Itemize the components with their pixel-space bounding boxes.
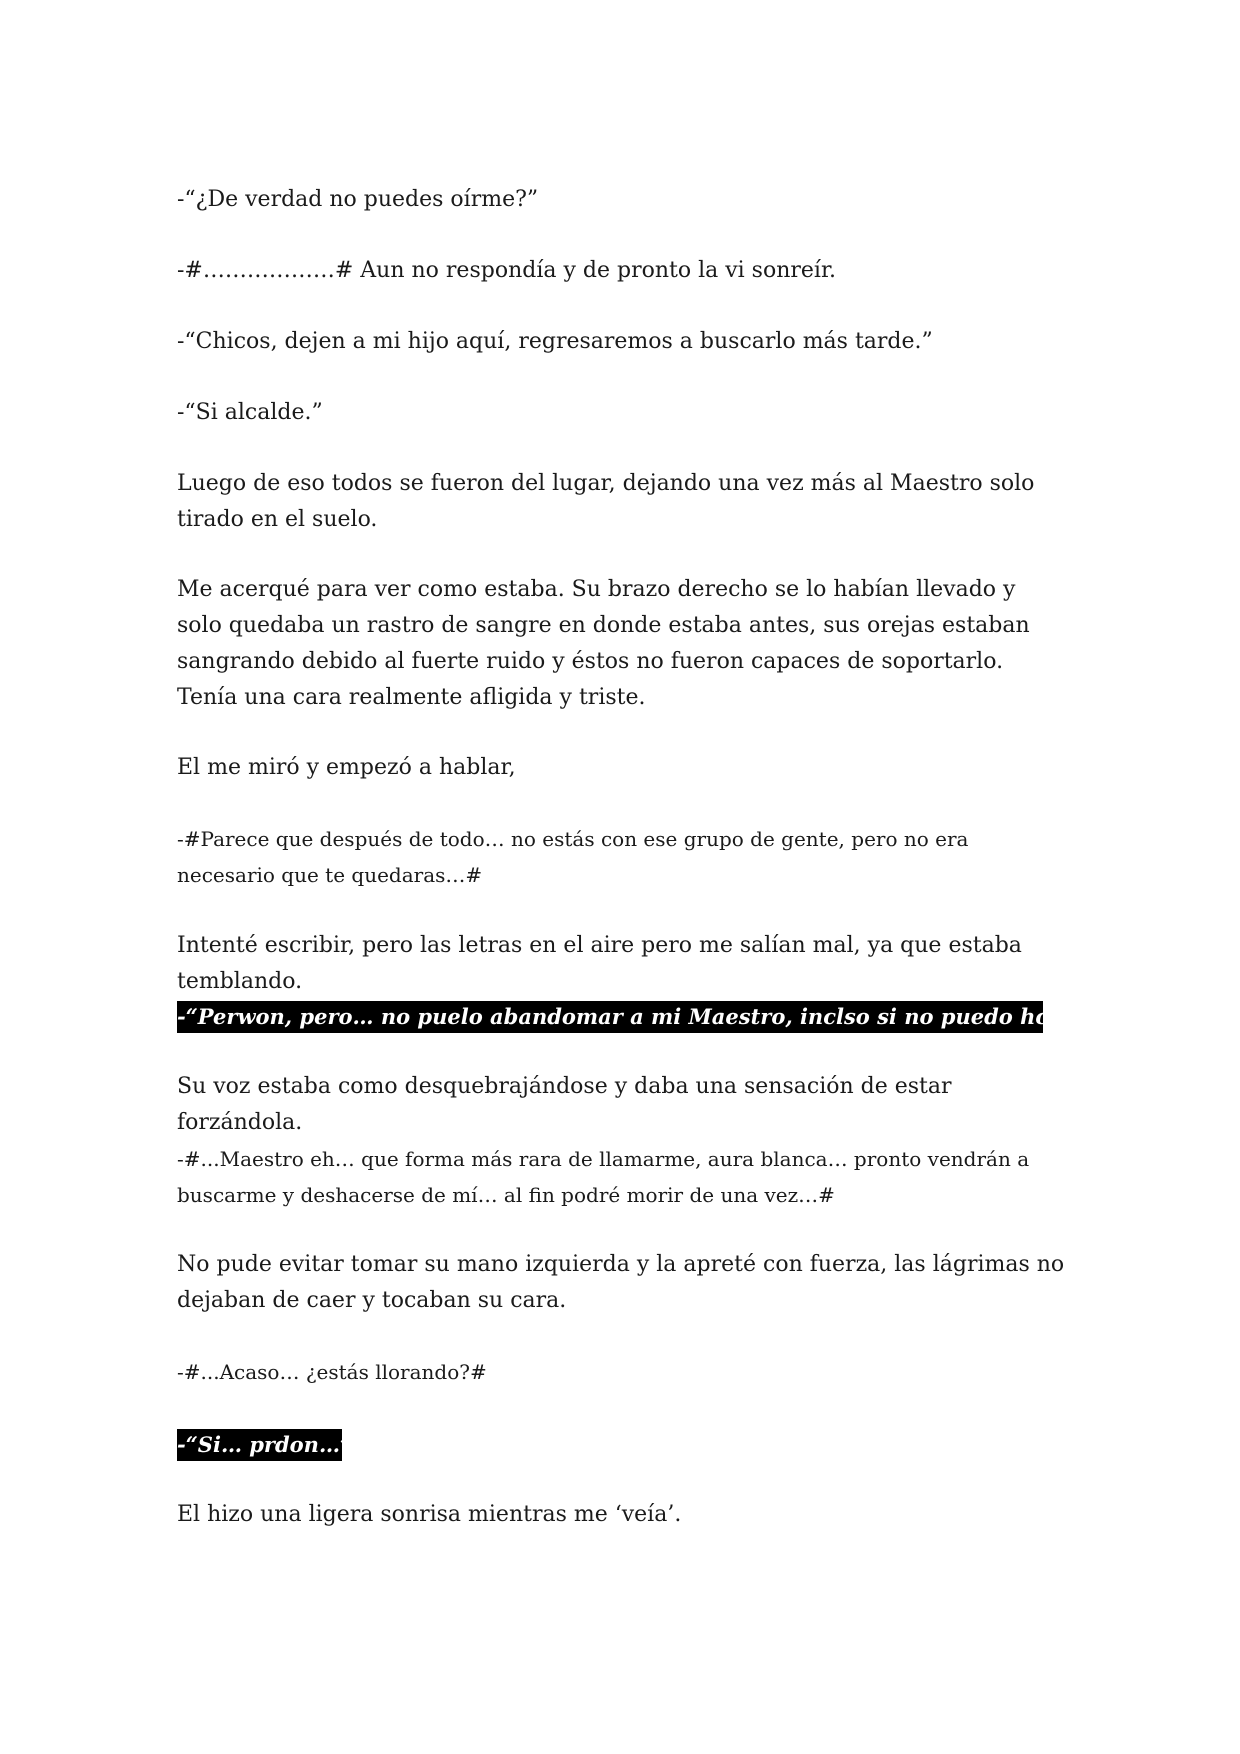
telepathic-dialogue: -#Parece que después de todo… no estás con ese grupo de gente, pero no era necesario que te quedaras…#: [177, 827, 969, 887]
dialogue-line: -“¿De verdad no puedes oírme?”: [177, 187, 539, 212]
narration-paragraph: Su voz estaba como desquebrajándose y daba una sensación de estar forzándola.: [177, 1074, 952, 1135]
dialogue-line: -“Chicos, dejen a mi hijo aquí, regresaremos a buscarlo más tarde.”: [177, 329, 933, 354]
dialogue-line: -“Si alcalde.”: [177, 400, 323, 425]
narration-paragraph: Luego de eso todos se fueron del lugar, dejando una vez más al Maestro solo tirado en el suelo.: [177, 471, 1035, 532]
narration-paragraph: El hizo una ligera sonrisa mientras me ‘veía’.: [177, 1502, 682, 1527]
narration-paragraph: El me miró y empezó a hablar,: [177, 755, 516, 780]
narration-paragraph: No pude evitar tomar su mano izquierda y la apreté con fuerza, las lágrimas no dejaban de caer y tocaban su cara.: [177, 1252, 1065, 1313]
highlighted-written-dialogue: -“Si… prdon…”: [177, 1429, 342, 1461]
narration-paragraph: Intenté escribir, pero las letras en el aire pero me salían mal, ya que estaba temblando.: [177, 933, 1022, 994]
narration-paragraph: Me acerqué para ver como estaba. Su brazo derecho se lo habían llevado y solo quedaba un rastro de sangre en donde estaba antes, sus orejas estaban sangrando debido al fuerte ruido y éstos no fueron capaces de soportarlo. Tenía una cara realmente afligida y triste.: [177, 577, 1030, 710]
dialogue-line: -#………………# Aun no respondía y de pronto la vi sonreír.: [177, 258, 837, 283]
telepathic-dialogue: -#...Maestro eh… que forma más rara de llamarme, aura blanca… pronto vendrán a buscarme y deshacerse de mí… al fin podré morir de una vez…#: [177, 1147, 1030, 1207]
telepathic-dialogue: -#...Acaso… ¿estás llorando?#: [177, 1360, 487, 1384]
highlighted-written-dialogue: -“Perwon, pero… no puelo abandomar a mi Maestro, inclso si no puedo hcer nada…”: [177, 1001, 1043, 1033]
